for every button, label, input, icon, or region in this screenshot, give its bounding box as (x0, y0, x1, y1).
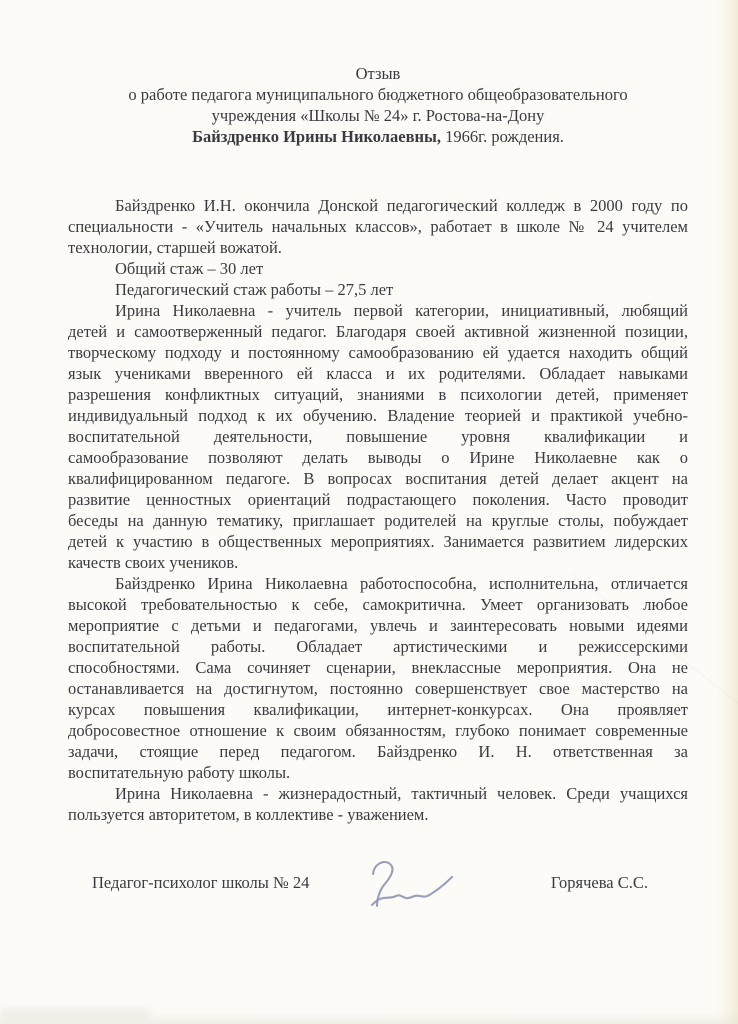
paragraph-line: воспитательную работу школы. (68, 763, 291, 782)
scan-edge-artifact (716, 0, 738, 1024)
paragraph-line: курсах повышения квалификации, интернет-конкурсах. Она проявляет (68, 700, 688, 719)
scan-edge-artifact (0, 1012, 738, 1024)
paragraph-line: творческому подходу и постоянному самообразованию ей удается находить общий (68, 343, 688, 362)
teaching-experience-line: Педагогический стаж работы – 27,5 лет (115, 280, 394, 299)
paragraph-line: задачи, стоящие перед педагогом. Байздренко И. Н. ответственная за (68, 742, 688, 761)
document-title: Отзыв (355, 64, 401, 83)
subject-birth-year: 1966г. рождения. (441, 127, 564, 146)
document-header (68, 63, 688, 147)
paragraph-line: детей и самоотверженный педагог. Благодаря своей активной жизненной позиции, (68, 322, 688, 341)
paragraph-line: индивидуальный подход к их обучению. Владение теорией и практикой учебно- (68, 406, 688, 425)
paragraph-line: разрешения конфликтных ситуаций, знаниями в психологии детей, применяет (68, 385, 688, 404)
paragraph-line: добросовестное отношение к своим обязанностям, глубоко понимает современные (68, 721, 688, 740)
paragraph-line: беседы на данную тематику, приглашает родителей на круглые столы, побуждает (68, 511, 688, 530)
paragraph-line: Ирина Николаевна - жизнерадостный, тактичный человек. Среди учащихся (115, 784, 688, 803)
paragraph-line: воспитательной работы. Обладает артистическими и режиссерскими (68, 637, 688, 656)
document-body (68, 195, 688, 825)
paragraph-line: Байздренко Ирина Николаевна работоспособна, исполнительна, отличается (115, 574, 688, 593)
header-line-school: учреждения «Школы № 24» г. Ростова-на-Дону (211, 106, 545, 125)
paragraph-line: развитие ценностных ориентаций подрастающего поколения. Часто проводит (68, 490, 688, 509)
paragraph-line: самообразование позволяют делать выводы о Ирине Николаевне как о (68, 448, 688, 467)
paragraph-line: квалифицированном педагоге. В вопросах воспитания детей делает акцент на (68, 469, 688, 488)
subject-name: Байздренко Ирины Николаевны, (192, 127, 442, 146)
paragraph-line: Байздренко И.Н. окончила Донской педагогический колледж в 2000 году по (115, 196, 688, 215)
paragraph-line: высокой требовательностью к себе, самокритична. Умеет организовать любое (68, 595, 688, 614)
paragraph-line: детей к участию в общественных мероприятиях. Занимается развитием лидерских (68, 532, 688, 551)
paragraph-line: качеств своих учеников. (68, 553, 239, 572)
header-line-organization: о работе педагога муниципального бюджетного общеобразовательного (128, 85, 628, 104)
signatory-role: Педагог-психолог школы № 24 (92, 873, 310, 892)
paragraph-line: пользуется авторитетом, в коллективе - уважением. (68, 805, 429, 824)
paragraph-line: мероприятие с детьми и педагогами, увлечь и заинтересовать новыми идеями (68, 616, 688, 635)
document-content (68, 63, 688, 825)
paragraph-line: останавливается на достигнутом, постоянно совершенствует свое мастерство на (68, 679, 688, 698)
paragraph-line: специальности - «Учитель начальных классов», работает в школе № 24 учителем (68, 217, 688, 236)
handwritten-signature-icon (330, 856, 480, 918)
paragraph-line: Ирина Николаевна - учитель первой категории, инициативный, любящий (115, 301, 688, 320)
total-experience-line: Общий стаж – 30 лет (115, 259, 264, 278)
paragraph-line: способностями. Сама сочиняет сценарии, внеклассные мероприятия. Она не (68, 658, 688, 677)
signatory-name: Горячева С.С. (550, 873, 648, 892)
paragraph-line: воспитательной деятельности, повышение уровня квалификации и (68, 427, 688, 446)
scan-smudge-artifact (0, 1008, 150, 1024)
paragraph-line: технологии, старшей вожатой. (68, 238, 282, 257)
paragraph-line: язык учениками вверенного ей класса и их родителями. Обладает навыками (68, 364, 688, 383)
header-line-subject (68, 126, 688, 147)
